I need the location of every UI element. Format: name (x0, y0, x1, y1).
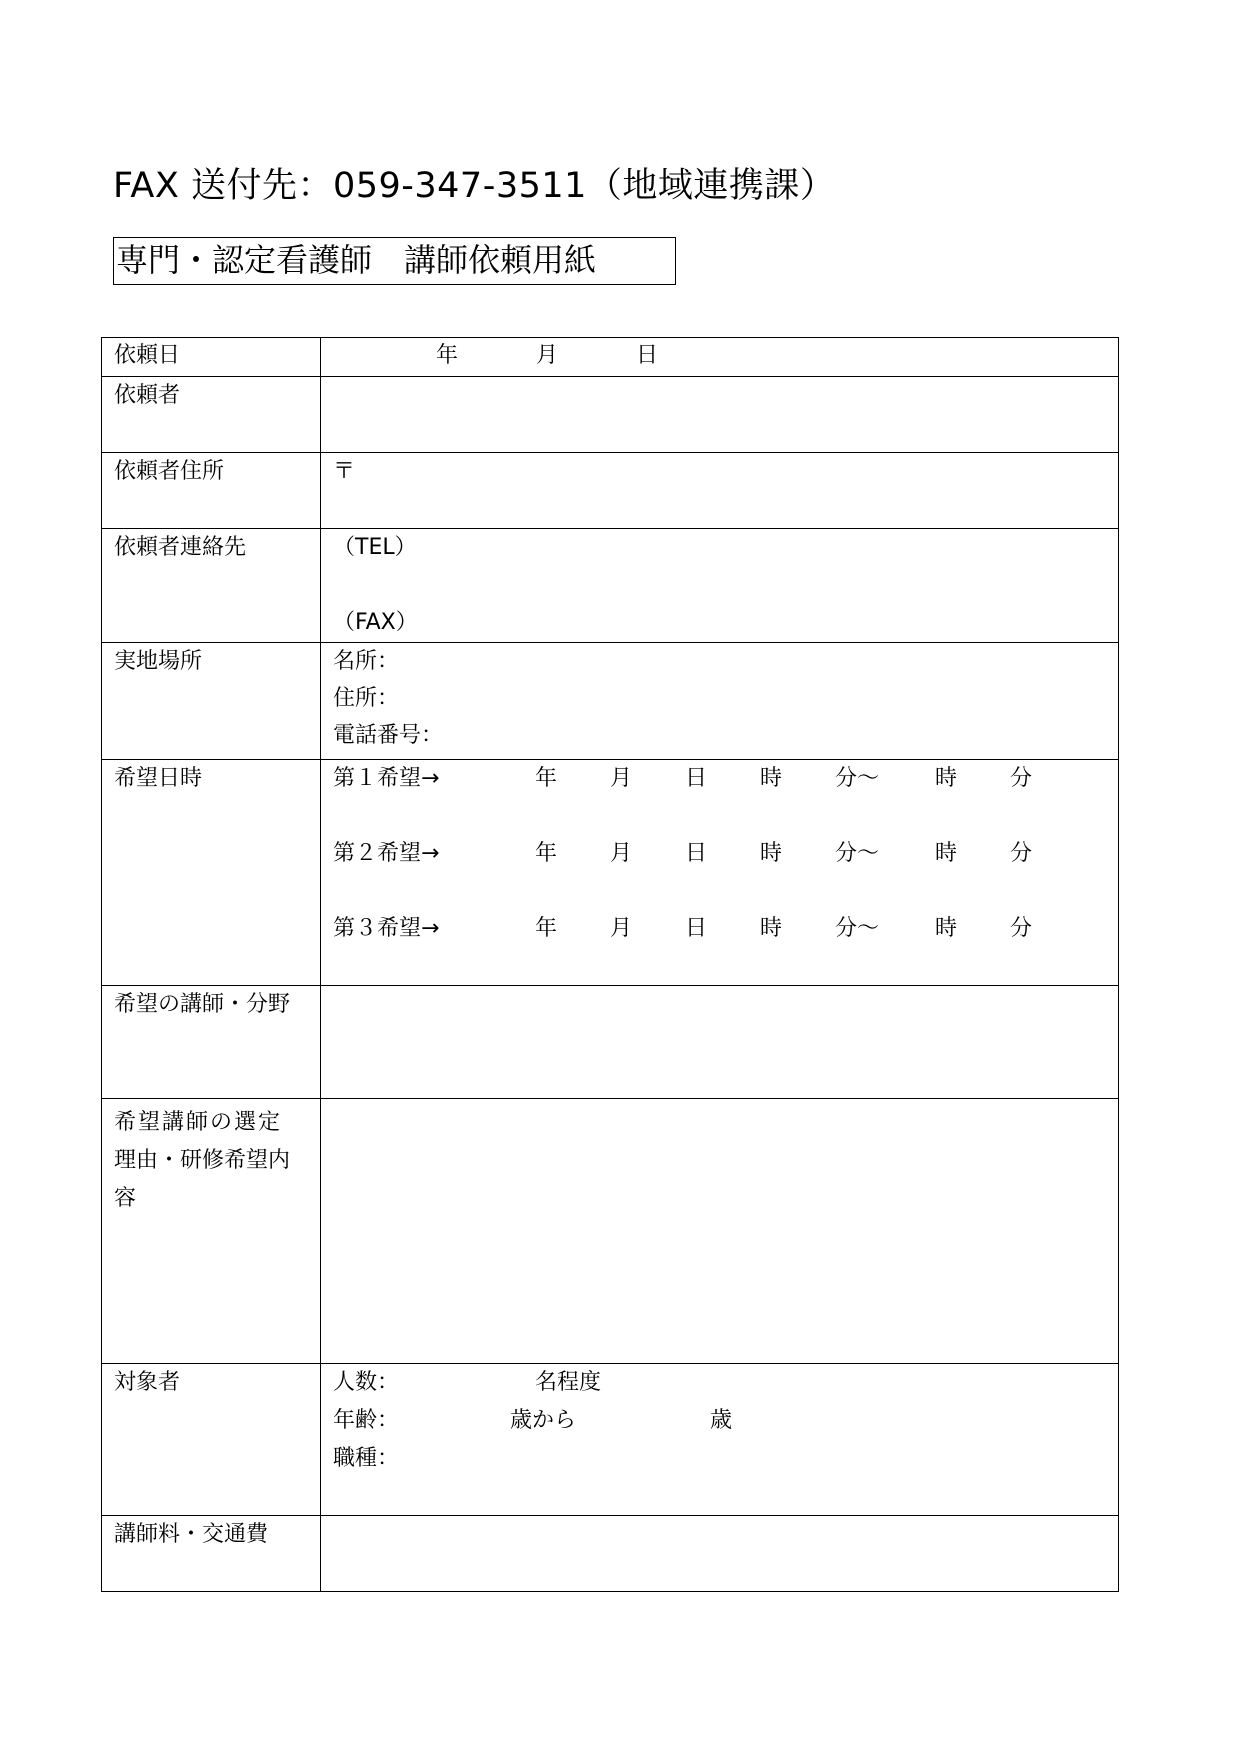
contact-fax: （FAX） (333, 610, 418, 635)
preferred-choice-1 (333, 765, 1106, 840)
request-form-table (101, 337, 1119, 1592)
choice-hour: 時 (760, 766, 783, 791)
fees-field[interactable] (321, 1516, 1119, 1592)
target-field[interactable] (321, 1364, 1119, 1516)
label-selection-reason (102, 1099, 321, 1364)
label-fees: 講師料・交通費 (102, 1516, 321, 1592)
target-age-to: 歳 (710, 1408, 733, 1433)
choice-minute-from: 分〜 (835, 841, 880, 866)
label-requester: 依頼者 (102, 377, 321, 453)
label-preferred-datetime: 希望日時 (102, 760, 321, 986)
selection-reason-label-line3: 容 (114, 1186, 137, 1211)
row-instructor-field (102, 986, 1119, 1099)
venue-field[interactable] (321, 643, 1119, 760)
choice-month: 月 (610, 766, 633, 791)
choice-month: 月 (610, 841, 633, 866)
label-request-date: 依頼日 (102, 338, 321, 377)
choice-hour-to: 時 (935, 766, 958, 791)
choice-minute-to: 分 (1010, 766, 1033, 791)
row-preferred-datetime (102, 760, 1119, 986)
instructor-field-input[interactable] (321, 986, 1119, 1099)
choice-minute-from: 分〜 (835, 916, 880, 941)
target-age-from: 歳から (510, 1408, 577, 1433)
row-fees (102, 1516, 1119, 1592)
preferred-datetime-field[interactable] (321, 760, 1119, 986)
address-field[interactable] (321, 453, 1119, 529)
row-target (102, 1364, 1119, 1516)
row-request-date (102, 338, 1119, 377)
label-target: 対象者 (102, 1364, 321, 1516)
target-age-label: 年齢： (333, 1408, 400, 1433)
preferred-choice-3 (333, 915, 1106, 955)
choice-hour: 時 (760, 841, 783, 866)
label-venue: 実地場所 (102, 643, 321, 760)
row-requester (102, 377, 1119, 453)
request-date-day: 日 (636, 343, 659, 368)
postal-mark: 〒 (333, 459, 356, 484)
target-age (333, 1407, 1106, 1445)
choice-label: 第１希望→ (333, 766, 440, 791)
target-occupation (333, 1445, 1106, 1483)
choice-year: 年 (535, 916, 558, 941)
choice-label: 第２希望→ (333, 841, 440, 866)
choice-label: 第３希望→ (333, 916, 440, 941)
selection-reason-input[interactable] (321, 1099, 1119, 1364)
preferred-choice-2 (333, 840, 1106, 915)
choice-minute-from: 分〜 (835, 766, 880, 791)
label-contact: 依頼者連絡先 (102, 529, 321, 643)
choice-day: 日 (685, 766, 708, 791)
request-date-field[interactable] (321, 338, 1119, 377)
choice-month: 月 (610, 916, 633, 941)
selection-reason-label-line1: 希望講師の選定 (114, 1110, 283, 1135)
choice-year: 年 (535, 841, 558, 866)
selection-reason-label-line2: 理由・研修希望内 (114, 1148, 291, 1173)
target-count-label: 人数： (333, 1370, 400, 1395)
row-venue (102, 643, 1119, 760)
venue-name: 名所： (333, 649, 400, 674)
venue-phone: 電話番号： (333, 723, 444, 748)
target-occupation-label: 職種： (333, 1446, 400, 1471)
choice-day: 日 (685, 841, 708, 866)
choice-hour: 時 (760, 916, 783, 941)
request-date-month: 月 (536, 343, 559, 368)
choice-minute-to: 分 (1010, 841, 1033, 866)
row-contact (102, 529, 1119, 643)
choice-minute-to: 分 (1010, 916, 1033, 941)
choice-day: 日 (685, 916, 708, 941)
venue-address: 住所： (333, 686, 400, 711)
label-address: 依頼者住所 (102, 453, 321, 529)
form-title: 専門・認定看護師 講師依頼用紙 (113, 237, 676, 285)
row-selection-reason (102, 1099, 1119, 1364)
contact-tel: （TEL） (333, 535, 417, 560)
request-date-year: 年 (436, 343, 459, 368)
row-address (102, 453, 1119, 529)
contact-field[interactable] (321, 529, 1119, 643)
choice-hour-to: 時 (935, 916, 958, 941)
fax-destination: FAX 送付先：059-347-3511（地域連携課） (113, 166, 836, 206)
target-count (333, 1369, 1106, 1407)
requester-field[interactable] (321, 377, 1119, 453)
choice-hour-to: 時 (935, 841, 958, 866)
label-instructor-field: 希望の講師・分野 (102, 986, 321, 1099)
target-count-unit: 名程度 (535, 1370, 602, 1395)
choice-year: 年 (535, 766, 558, 791)
